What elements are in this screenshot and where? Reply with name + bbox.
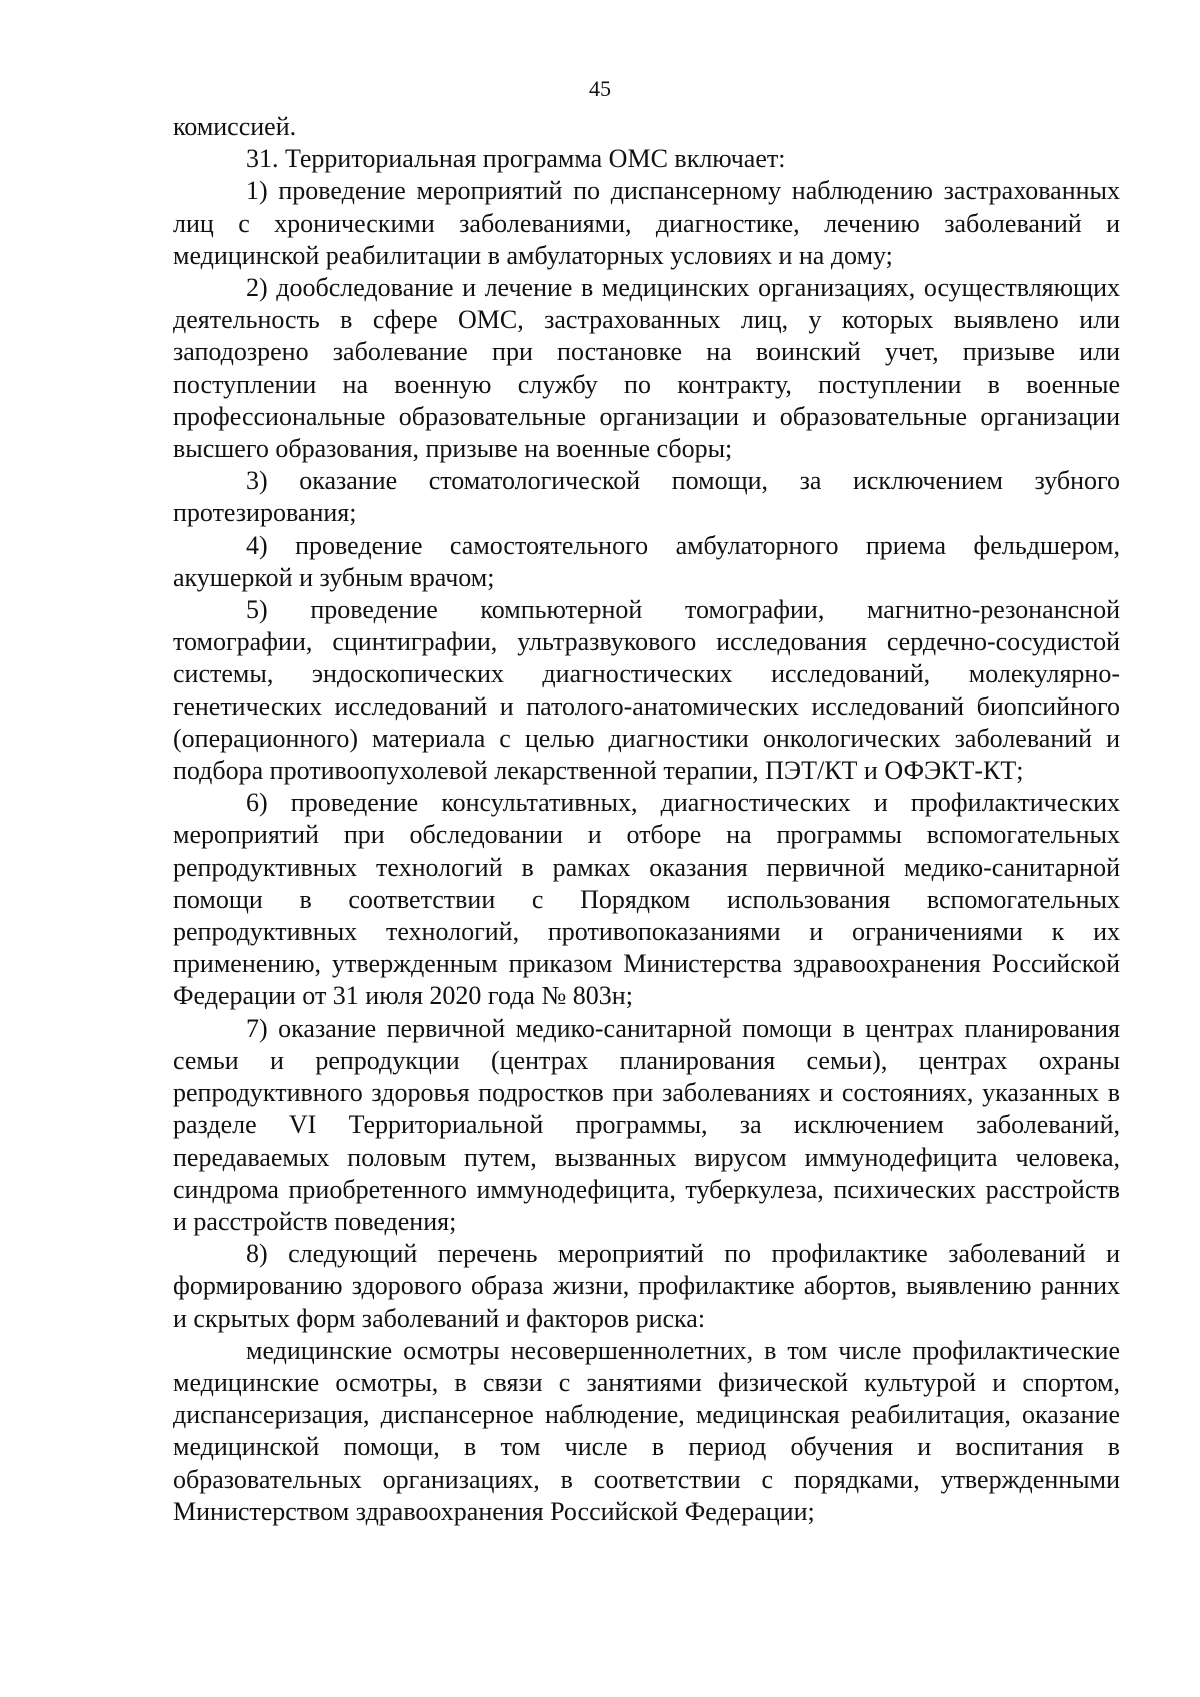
paragraph-subitem-8: 8) следующий перечень мероприятий по профилактике заболеваний и формированию здорового образа жизни, профилактике абортов, выявлению ранних и скрытых форм заболеваний и факторов риска: — [173, 1239, 1120, 1333]
paragraph-subitem-7: 7) оказание первичной медико-санитарной помощи в центрах планирования семьи и репродукции (центрах планирования семьи), центрах охраны репродуктивного здоровья подростков при заболеваниях и состояниях, указанных в разделе VI Территориальной программы, за исключением заболеваний, передаваемых половым путем, вызванных вирусом иммунодефицита человека, синдрома приобретенного иммунодефицита, туберкулеза, психических расстройств и расстройств поведения; — [173, 1013, 1120, 1236]
paragraph-subitem-6: 6) проведение консультативных, диагностических и профилактических мероприятий при обследовании и отборе на программы вспомогательных репродуктивных технологий в рамках оказания первичной медико-санитарной помощи в соответствии с Порядком использования вспомогательных репродуктивных технологий, противопоказаниями и ограничениями к их применению, утвержденным приказом Министерства здравоохранения Российской Федерации от 31 июля 2020 года № 803н; — [173, 788, 1120, 1011]
paragraph-item-31-heading: 31. Территориальная программа ОМС включает: — [246, 144, 786, 174]
page-number: 45 — [589, 76, 611, 101]
paragraph-continuation: комиссией. — [173, 112, 297, 141]
paragraph-subitem-3: 3) оказание стоматологической помощи, за исключением зубного протезирования; — [173, 466, 1120, 528]
paragraph-subitem-2: 2) дообследование и лечение в медицинских организациях, осуществляющих деятельность в сфере ОМС, застрахованных лиц, у которых выявлено или заподозрено заболевание при постановке на воинский учет, призыве или поступлении на военную службу по контракту, поступлении в военные профессиональные образовательные организации и образовательные организации высшего образования, призыве на военные сборы; — [173, 273, 1120, 464]
paragraph-subitem-5: 5) проведение компьютерной томографии, магнитно-резонансной томографии, сцинтиграфии, ультразвукового исследования сердечно-сосудистой системы, эндоскопических диагностических исследований, молекулярно-генетических исследований и патолого-анатомических исследований биопсийного (операционного) материала с целью диагностики онкологических заболеваний и подбора противоопухолевой лекарственной терапии, ПЭТ/КТ и ОФЭКТ-КТ; — [173, 595, 1120, 786]
document-body — [173, 111, 1120, 1528]
paragraph-subitem-1: 1) проведение мероприятий по диспансерному наблюдению застрахованных лиц с хроническими заболеваниями, диагностике, лечению заболеваний и медицинской реабилитации в амбулаторных условиях и на дому; — [173, 176, 1120, 270]
paragraph-subitem-8-details: медицинские осмотры несовершеннолетних, в том числе профилактические медицинские осмотры, в связи с занятиями физической культурой и спортом, диспансеризация, диспансерное наблюдение, медицинская реабилитация, оказание медицинской помощи, в том числе в период обучения и воспитания в образовательных организациях, в соответствии с порядками, утвержденными Министерством здравоохранения Российской Федерации; — [173, 1335, 1120, 1526]
paragraph-subitem-4: 4) проведение самостоятельного амбулаторного приема фельдшером, акушеркой и зубным врачом; — [173, 530, 1120, 592]
